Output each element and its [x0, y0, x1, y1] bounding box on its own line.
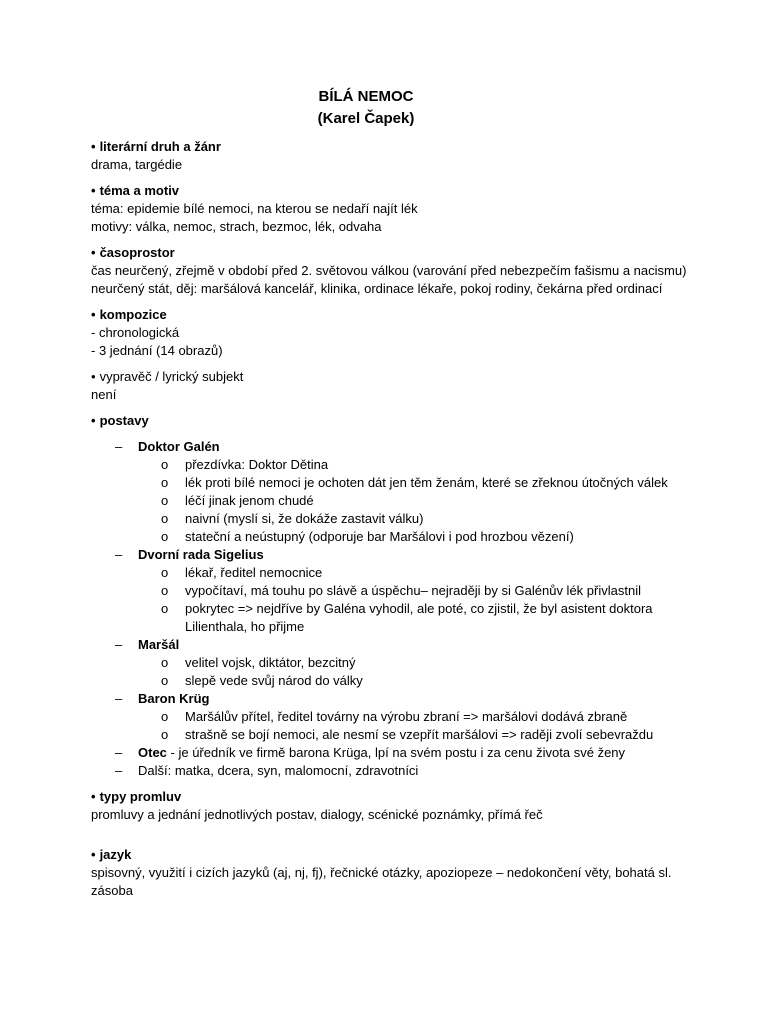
section-line: - chronologická [91, 325, 180, 340]
character-name: Maršál [138, 637, 180, 652]
trait-text: vypočítaví, má touhu po slávě a úspěchu– nejraději by si Galénův lék přivlastnil [185, 583, 641, 598]
heading-text: téma a motiv [99, 183, 180, 198]
character-trait [91, 654, 691, 672]
character-trait [91, 582, 691, 600]
dash: – [115, 763, 123, 778]
section-heading [91, 368, 691, 386]
circle-bullet: o [161, 457, 169, 472]
heading-text: kompozice [99, 307, 167, 322]
section-heading [91, 182, 691, 200]
trait-text: lék proti bílé nemoci je ochoten dát jen těm ženám, které se zřeknou útočných válek [185, 475, 668, 490]
section-line: - 3 jednání (14 obrazů) [91, 343, 223, 358]
circle-bullet: o [161, 493, 169, 508]
bullet: • [91, 183, 96, 198]
section-heading [91, 412, 691, 430]
character-krug [91, 690, 691, 708]
section-kompozice [91, 306, 691, 360]
character-trait [91, 492, 691, 510]
dash: – [115, 745, 123, 760]
bullet: • [91, 789, 96, 804]
character-trait [91, 474, 691, 492]
character-otec [91, 744, 691, 762]
section-promluvy [91, 788, 691, 824]
section-heading [91, 138, 691, 156]
bullet: • [91, 139, 96, 154]
circle-bullet: o [161, 655, 169, 670]
bullet: • [91, 307, 96, 322]
character-trait [91, 672, 691, 690]
character-name: Baron Krüg [138, 691, 210, 706]
dash: – [115, 637, 123, 652]
section-line: drama, targédie [91, 157, 183, 172]
dash: – [115, 547, 123, 562]
section-line: čas neurčený, zřejmě v období před 2. světovou válkou (varování před nebezpečím fašismu a nacismu) [91, 263, 687, 278]
document-page [91, 86, 691, 900]
section-tema [91, 182, 691, 236]
character-sigelius [91, 546, 691, 564]
dash: – [115, 439, 123, 454]
circle-bullet: o [161, 565, 169, 580]
character-trait [91, 510, 691, 528]
section-line: téma: epidemie bílé nemoci, na kterou se nedaří najít lék [91, 201, 418, 216]
trait-text: stateční a neústupný (odporuje bar Maršálovi i pod hrozbou vězení) [185, 529, 574, 544]
circle-bullet: o [161, 529, 169, 544]
document-title: BÍLÁ NEMOC [318, 88, 414, 105]
character-trait [91, 708, 691, 726]
heading-text: postavy [99, 413, 149, 428]
circle-bullet: o [161, 601, 169, 616]
character-trait [91, 726, 691, 744]
character-name: Doktor Galén [138, 439, 220, 454]
trait-text: strašně se bojí nemoci, ale nesmí se vzepřít maršálovi => raději zvolí sebevraždu [185, 727, 654, 742]
dash: – [115, 691, 123, 706]
trait-text: Maršálův přítel, ředitel továrny na výrobu zbraní => maršálovi dodává zbraně [185, 709, 628, 724]
section-heading [91, 244, 691, 262]
heading-text: jazyk [99, 847, 132, 862]
bullet: • [91, 847, 96, 862]
circle-bullet: o [161, 673, 169, 688]
section-line: neurčený stát, děj: maršálová kancelář, klinika, ordinace lékaře, pokoj rodiny, čekárna před ordinací [91, 281, 663, 296]
circle-bullet: o [161, 709, 169, 724]
section-druh [91, 138, 691, 174]
section-postavy [91, 412, 691, 780]
heading-text: literární druh a žánr [99, 139, 221, 154]
character-galen [91, 438, 691, 456]
spacer [91, 824, 691, 838]
character-trait [91, 564, 691, 582]
section-casoprostor [91, 244, 691, 298]
character-name: Dvorní rada Sigelius [138, 547, 264, 562]
character-trait [91, 600, 665, 636]
section-line: není [91, 387, 117, 402]
character-description: - je úředník ve firmě barona Krüga, lpí na svém postu i za cenu života své ženy [166, 745, 626, 760]
trait-text: naivní (myslí si, že dokáže zastavit válku) [185, 511, 424, 526]
circle-bullet: o [161, 475, 169, 490]
trait-text: přezdívka: Doktor Dětina [185, 457, 329, 472]
heading-text: časoprostor [99, 245, 175, 260]
section-heading [91, 306, 691, 324]
section-jazyk [91, 846, 691, 900]
character-trait [91, 528, 691, 546]
circle-bullet: o [161, 727, 169, 742]
character-trait [91, 456, 691, 474]
section-line: spisovný, využití i cizích jazyků (aj, nj, fj), řečnické otázky, apoziopeze – nedokončení věty, bohatá sl. zásoba [91, 865, 672, 898]
others-text: Další: matka, dcera, syn, malomocní, zdravotníci [138, 763, 419, 778]
trait-text: velitel vojsk, diktátor, bezcitný [185, 655, 356, 670]
character-name: Otec [138, 745, 167, 760]
trait-text: lékař, ředitel nemocnice [185, 565, 323, 580]
character-others [91, 762, 691, 780]
section-vypravec [91, 368, 691, 404]
character-marsal [91, 636, 691, 654]
section-heading [91, 846, 691, 864]
document-author: (Karel Čapek) [317, 110, 415, 127]
circle-bullet: o [161, 511, 169, 526]
character-list [91, 438, 691, 780]
bullet: • [91, 413, 96, 428]
bullet: • [91, 369, 96, 384]
trait-text: léčí jinak jenom chudé [185, 493, 314, 508]
bullet: • [91, 245, 96, 260]
circle-bullet: o [161, 583, 169, 598]
section-line: promluvy a jednání jednotlivých postav, dialogy, scénické poznámky, přímá řeč [91, 807, 543, 822]
trait-text: slepě vede svůj národ do války [185, 673, 363, 688]
heading-text: typy promluv [99, 789, 182, 804]
section-line: motivy: válka, nemoc, strach, bezmoc, lék, odvaha [91, 219, 382, 234]
section-heading [91, 788, 691, 806]
heading-text: vypravěč / lyrický subjekt [99, 369, 244, 384]
trait-text: pokrytec => nejdříve by Galéna vyhodil, ale poté, co zjistil, že byl asistent doktora Lilienthala, ho přijme [185, 601, 653, 634]
